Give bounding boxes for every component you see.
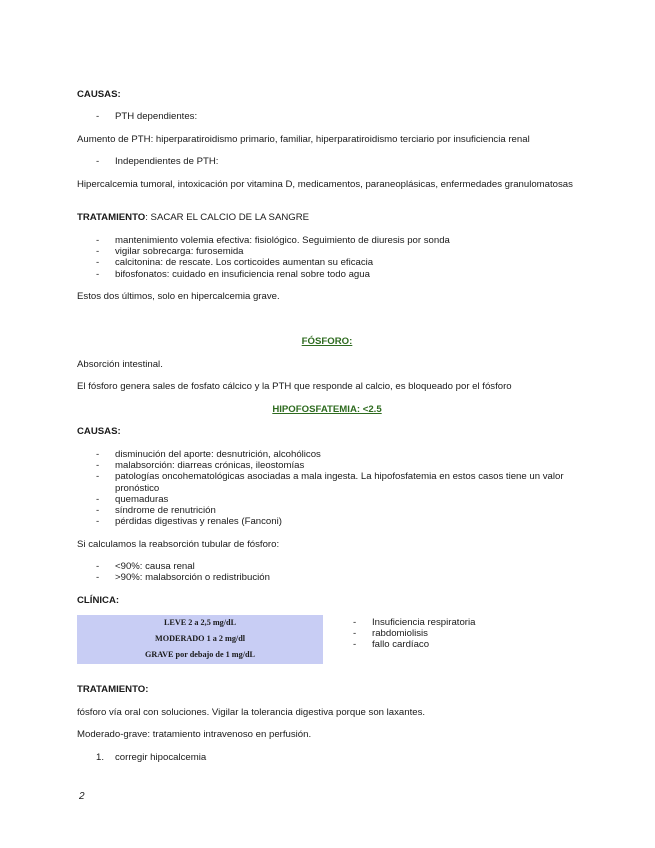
level-grave: GRAVE por debajo de 1 mg/dL: [144, 650, 256, 659]
pth-indep-list: [77, 156, 577, 167]
tratamiento-list: [77, 235, 577, 280]
step-number: 1.: [96, 752, 105, 763]
tratamiento2-steps: [77, 752, 577, 764]
reabsorcion-list: [77, 561, 577, 583]
hipofosfatemia-title-wrap: [77, 404, 577, 416]
fosforo-title: FÓSFORO:: [301, 336, 353, 347]
tratamiento-heading: [77, 212, 577, 224]
list-item: - bifosfonatos: cuidado en insuficiencia renal sobre todo agua: [77, 269, 577, 280]
tratamiento2-moderado: Moderado-grave: tratamiento intravenoso en perfusión.: [77, 729, 312, 740]
hipo-causas-list: [77, 449, 577, 527]
list-item: - PTH dependientes:: [77, 111, 577, 122]
list-item: - quemaduras: [77, 494, 577, 505]
list-item: - Insuficiencia respiratoria: [334, 617, 584, 628]
list-item: - calcitonina: de rescate. Los corticoides aumentan su eficacia: [77, 257, 577, 268]
list-item: - vigilar sobrecarga: furosemida: [77, 246, 577, 257]
reabsorcion-text: Si calculamos la reabsorción tubular de fósforo:: [77, 539, 280, 550]
tratamiento-note: Estos dos últimos, solo en hipercalcemia grave.: [77, 291, 280, 302]
list-item: - mantenimiento volemia efectiva: fisiológico. Seguimiento de diuresis por sonda: [77, 235, 577, 246]
list-item: - Independientes de PTH:: [77, 156, 577, 167]
severity-levels-box: [77, 615, 323, 664]
fosforo-title-wrap: [77, 336, 577, 348]
tratamiento2-heading: TRATAMIENTO:: [77, 684, 149, 695]
clinica-heading: CLÍNICA:: [77, 595, 120, 606]
tratamiento2-oral: fósforo vía oral con soluciones. Vigilar la tolerancia digestiva porque son laxantes.: [77, 707, 426, 718]
page-number: 2: [79, 791, 85, 802]
level-leve: LEVE 2 a 2,5 mg/dL: [163, 618, 237, 627]
list-item: - síndrome de renutrición: [77, 505, 577, 516]
fosforo-sales: El fósforo genera sales de fosfato cálcico y la PTH que responde al calcio, es bloqueado por el fósforo: [77, 381, 512, 392]
pth-indep-text: Hipercalcemia tumoral, intoxicación por vitamina D, medicamentos, paraneoplásicas, enfermedades granulomatosas: [77, 179, 573, 190]
list-item: - rabdomiolisis: [334, 628, 584, 639]
tratamiento-rest: : SACAR EL CALCIO DE LA SANGRE: [145, 212, 310, 223]
list-item: - <90%: causa renal: [77, 561, 577, 572]
list-item: - disminución del aporte: desnutrición, alcohólicos: [77, 449, 577, 460]
hipo-causas-heading: CAUSAS:: [77, 426, 121, 437]
step-text: corregir hipocalcemia: [115, 752, 207, 763]
list-item: - pérdidas digestivas y renales (Fanconi): [77, 516, 577, 527]
causas-heading: CAUSAS:: [77, 89, 121, 100]
list-item: - >90%: malabsorción o redistribución: [77, 572, 577, 583]
level-moderado: MODERADO 1 a 2 mg/dl: [154, 634, 246, 643]
pth-dep-text: Aumento de PTH: hiperparatiroidismo primario, familiar, hiperparatiroidismo terciario por insuficiencia renal: [77, 134, 530, 145]
pth-dep-list: [77, 111, 577, 122]
clinica-list: [334, 617, 584, 651]
list-item: - malabsorción: diarreas crónicas, ileostomías: [77, 460, 577, 471]
list-item: [77, 752, 577, 764]
list-item: - fallo cardíaco: [334, 639, 584, 650]
tratamiento-label: TRATAMIENTO: [77, 212, 146, 223]
list-item: - patologías oncohematológicas asociadas a mala ingesta. La hipofosfatemia en estos casos tiene un valor pronóstico: [77, 471, 577, 493]
hipofosfatemia-title: HIPOFOSFATEMIA: <2.5: [272, 404, 382, 415]
fosforo-absorcion: Absorción intestinal.: [77, 359, 163, 370]
